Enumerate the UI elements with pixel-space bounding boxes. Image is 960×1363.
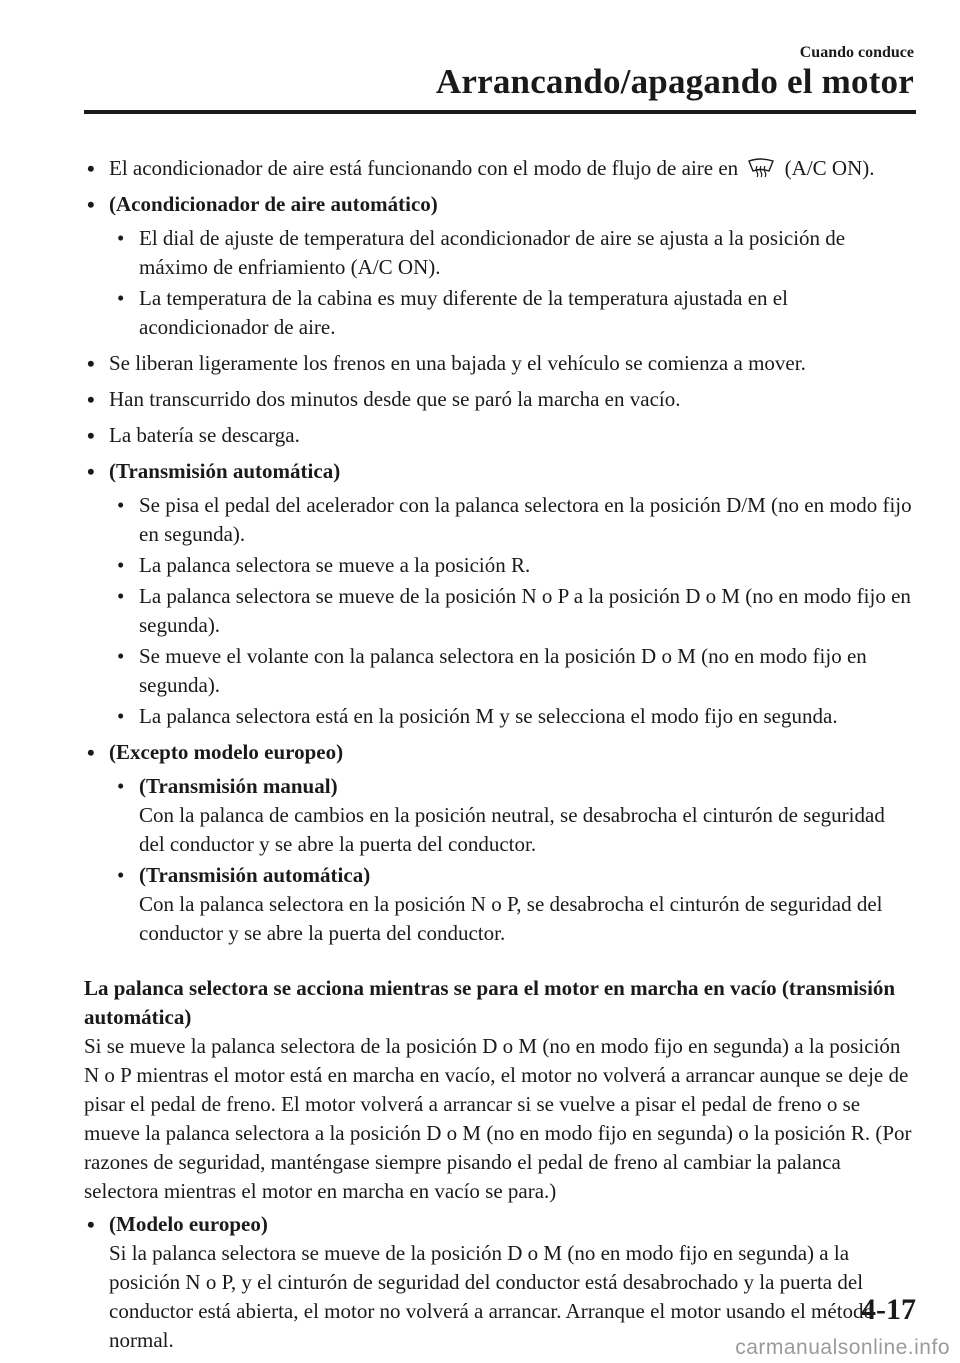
sub-item-text: El dial de ajuste de temperatura del acondicionador de aire se ajusta a la posición de máximo de enfriamiento (A/C ON). [139,226,846,279]
sub-item-text: La palanca selectora se mueve de la posición N o P a la posición D o M (no en modo fijo en segunda). [139,584,911,637]
sub-bullet-icon: • [117,226,125,250]
sub-item [113,491,914,549]
sub-item-title: (Transmisión manual) [139,774,338,798]
item-text: El acondicionador de aire está funcionando con el modo de flujo de aire en [109,156,739,180]
list-item [84,385,914,414]
item-title: (Modelo europeo) [109,1212,268,1236]
sub-bullet-icon: • [117,286,125,310]
item-text: Han transcurrido dos minutos desde que se paró la marcha en vacío. [109,387,681,411]
bullet-icon: • [87,156,95,181]
bullet-icon: • [87,423,95,448]
page-header [436,44,914,102]
bullet-icon: • [87,459,95,484]
bullet-icon: • [87,192,95,217]
sub-item-text: Se pisa el pedal del acelerador con la palanca selectora en la posición D/M (no en modo fijo en segunda). [139,493,912,546]
sub-item [113,224,914,282]
list-item [84,457,914,731]
list-item [84,1210,914,1355]
windshield-defroster-icon [747,158,775,178]
list-item [84,349,914,378]
sub-item [113,861,914,948]
section-paragraph: Si se mueve la palanca selectora de la posición D o M (no en modo fijo en segunda) a la posición N o P mientras el motor está en marcha en vacío, el motor no volverá a arrancar aunque se deje de pisar el pedal de freno. El motor volverá a arrancar si se vuelve a pisar el pedal de freno o se mueve la palanca selectora a la posición D o M (no en modo fijo en segunda) o la posición R. (Por razones de seguridad, manténgase siempre pisando el pedal de freno al cambiar la palanca selectora mientras el motor en marcha en vacío se para.) [84,1034,912,1203]
sub-item [113,582,914,640]
sub-item [113,642,914,700]
item-title: (Excepto modelo europeo) [109,740,344,764]
item-title: (Acondicionador de aire automático) [109,192,438,216]
sub-item-text: La palanca selectora se mueve a la posición R. [139,553,531,577]
item-title: (Transmisión automática) [109,459,341,483]
item-text: La batería se descarga. [109,423,300,447]
bullet-icon: • [87,351,95,376]
sub-item [113,284,914,342]
page-content [84,154,914,1362]
item-text: Si la palanca selectora se mueve de la posición D o M (no en modo fijo en segunda) a la posición N o P, y el cinturón de seguridad del conductor está desabrochado y la puerta del conductor está abierta, el motor no volverá a arrancar. Arranque el motor usando el método normal. [109,1241,875,1352]
sub-item-title: (Transmisión automática) [139,863,371,887]
list-item [84,154,914,183]
watermark: carmanualsonline.info [735,1336,950,1359]
bullet-icon: • [87,1212,95,1237]
list-item [84,421,914,450]
sub-bullet-icon: • [117,644,125,668]
sub-bullet-icon: • [117,584,125,608]
sub-bullet-icon: • [117,704,125,728]
sub-bullet-icon: • [117,493,125,517]
page-number: 4-17 [861,1293,916,1326]
page-title: Arrancando/apagando el motor [435,62,914,101]
header-divider [84,110,916,114]
section-name: Cuando conduce [799,44,914,61]
sub-bullet-icon: • [117,774,125,798]
sub-bullet-icon: • [117,863,125,887]
list-item [84,190,914,342]
list-item [84,738,914,948]
bullet-icon: • [87,740,95,765]
section-heading: La palanca selectora se acciona mientras se para el motor en marcha en vacío (transmisión automática) [84,976,896,1029]
item-text-suffix: (A/C ON). [784,156,875,180]
sub-item-text: Con la palanca de cambios en la posición neutral, se desabrocha el cinturón de seguridad del conductor y se abre la puerta del conductor. [139,803,885,856]
sub-item-text: La palanca selectora está en la posición M y se selecciona el modo fijo en segunda. [139,704,838,728]
item-text: Se liberan ligeramente los frenos en una bajada y el vehículo se comienza a mover. [109,351,806,375]
sub-item-text: Se mueve el volante con la palanca selectora en la posición D o M (no en modo fijo en segunda). [139,644,867,697]
sub-item-text: La temperatura de la cabina es muy diferente de la temperatura ajustada en el acondicionador de aire. [139,286,788,339]
sub-item [113,702,914,731]
sub-item [113,772,914,859]
sub-item-text: Con la palanca selectora en la posición N o P, se desabrocha el cinturón de seguridad del conductor y se abre la puerta del conductor. [139,892,883,945]
bullet-icon: • [87,387,95,412]
sub-item [113,551,914,580]
sub-bullet-icon: • [117,553,125,577]
